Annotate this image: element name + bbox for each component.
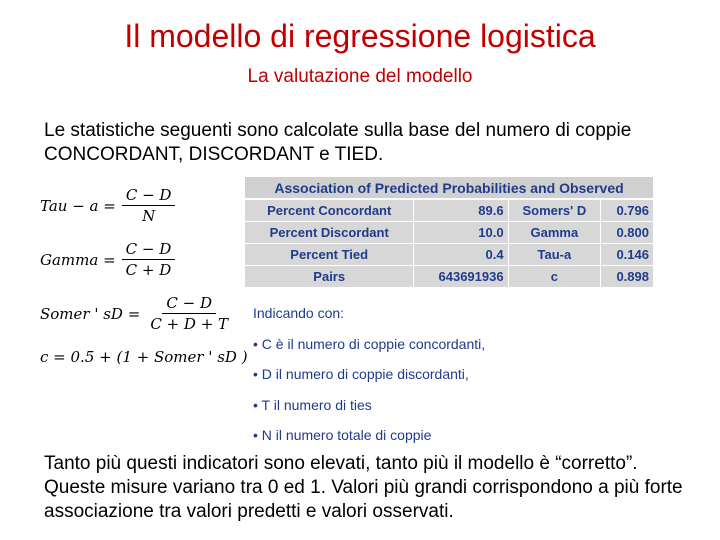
- formula-lhs: Gamma =: [40, 250, 116, 269]
- formula-lhs: Somer ' sD =: [40, 304, 141, 323]
- row-value: 0.146: [601, 244, 654, 266]
- formula-denominator: C + D + T: [150, 315, 229, 333]
- gamma-formula: [40, 240, 175, 279]
- row-value: 0.800: [601, 222, 654, 244]
- conclusion-line: Queste misure variano tra 0 ed 1. Valori più grandi corrispondono a più forte: [44, 477, 683, 498]
- formula-lhs: Tau − a =: [40, 196, 116, 215]
- formula-fraction: [122, 186, 176, 225]
- note-item: • T il numero di ties: [253, 396, 372, 413]
- intro-paragraph: [44, 119, 704, 167]
- note-item: • D il numero di coppie discordanti,: [253, 366, 469, 382]
- association-table: [244, 176, 654, 288]
- conclusion-line: Tanto più questi indicatori sono elevati, tanto più il modello è “corretto”.: [44, 453, 638, 474]
- formula-fraction: [146, 294, 232, 333]
- table-header-row: [245, 177, 654, 200]
- row-value: 643691936: [414, 266, 508, 288]
- row-value: 0.796: [601, 199, 654, 222]
- row-value: 0.4: [414, 244, 508, 266]
- row-label: c: [508, 266, 601, 288]
- note-item: • C è il numero di coppie concordanti,: [253, 335, 486, 352]
- c-formula: c = 0.5 + (1 + Somer ' sD ): [40, 348, 248, 366]
- row-value: 0.898: [601, 266, 654, 288]
- table-row: [245, 199, 654, 222]
- note-item: Indicando con:: [253, 305, 345, 321]
- legend-notes: [253, 298, 553, 451]
- table-row: [245, 244, 654, 266]
- conclusion-paragraph: [44, 452, 720, 524]
- slide-subtitle: La valutazione del modello: [247, 66, 473, 87]
- somers-formula: [40, 294, 232, 333]
- row-label: Pairs: [245, 266, 414, 288]
- formula-fraction: [122, 240, 176, 279]
- conclusion-line: associazione tra valori predetti e valori osservati.: [44, 501, 454, 522]
- row-label: Gamma: [508, 222, 601, 244]
- row-value: 10.0: [414, 222, 508, 244]
- row-label: Percent Discordant: [245, 222, 414, 244]
- formula-denominator: N: [142, 207, 156, 225]
- formula-numerator: C − D: [122, 240, 176, 260]
- formula-numerator: C − D: [122, 186, 176, 206]
- tau-formula: [40, 186, 175, 225]
- row-label: Percent Concordant: [245, 199, 414, 222]
- slide-title: Il modello di regressione logistica: [124, 18, 596, 54]
- row-label: Somers' D: [508, 199, 601, 222]
- intro-line: CONCORDANT, DISCORDANT e TIED.: [44, 144, 384, 165]
- row-value: 89.6: [414, 199, 508, 222]
- formula-denominator: C + D: [125, 261, 172, 279]
- note-item: • N il numero totale di coppie: [253, 427, 432, 443]
- row-label: Percent Tied: [245, 244, 414, 266]
- table-row: [245, 266, 654, 288]
- formula-numerator: C − D: [162, 294, 216, 314]
- intro-line: Le statistiche seguenti sono calcolate sulla base del numero di coppie: [44, 120, 632, 141]
- table-header: Association of Predicted Probabilities and Observed: [245, 177, 654, 200]
- row-label: Tau-a: [508, 244, 601, 266]
- table-row: [245, 222, 654, 244]
